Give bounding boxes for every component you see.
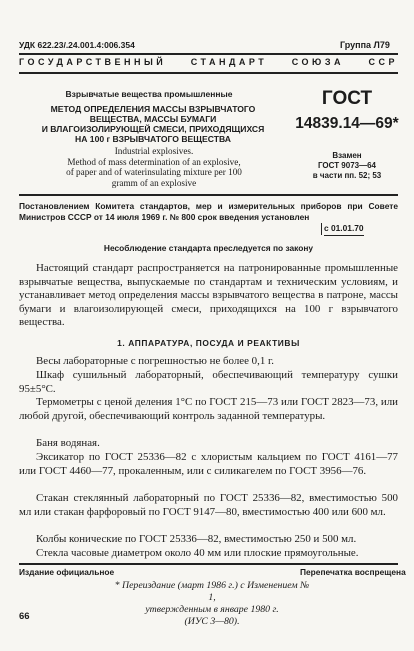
title-ru-line: ВЕЩЕСТВА, МАССЫ БУМАГИ (89, 114, 217, 124)
reprint-notice: Перепечатка воспрещена (300, 567, 406, 577)
udk-code: УДК 622.23/.24.001.4:006.354 (19, 40, 135, 50)
footnote (112, 580, 312, 628)
item-thermometers: Термометры с ценой деления 1°С по ГОСТ 215—73 или ГОСТ 2823—73, или любой другой, обеспечивающий контроль заданной температуры. (19, 396, 398, 422)
title-en-line: of paper and of waterinsulating mixture per 100 (66, 167, 242, 177)
state-standard-banner: ГОСУДАРСТВЕННЫЙ СТАНДАРТ СОЮЗА ССР (19, 57, 398, 67)
item-watch-glasses: Стекла часовые диаметром около 40 мм или плоские прямоугольные. (36, 547, 359, 559)
title-bottom-rule (19, 194, 398, 196)
banner-rule (19, 72, 398, 74)
title-english (49, 146, 259, 188)
footnote-line: утвержденным в январе 1980 г. (145, 604, 279, 615)
item-water-bath: Баня водяная. (36, 437, 100, 449)
item-drying-oven: Шкаф сушильный лабораторный, обеспечивающий температуру сушки 95±5°С. (19, 369, 398, 395)
title-en-line: Method of mass determination of an explosive, (67, 156, 241, 167)
title-en-line: Industrial explosives. (114, 146, 194, 156)
title-russian (22, 104, 284, 144)
effective-date-bracket (321, 223, 322, 235)
footer-rule (19, 563, 398, 565)
group-code: Группа Л79 (340, 40, 390, 50)
effective-date: с 01.01.70 (324, 223, 364, 236)
section-heading: 1. АППАРАТУРА, ПОСУДА И РЕАКТИВЫ (117, 338, 300, 348)
page-number: 66 (19, 611, 30, 622)
footnote-line: * Переиздание (март 1986 г.) с Изменением № 1, (114, 580, 310, 603)
resolution-text: Постановлением Комитета стандартов, мер и измерительных приборов при Совете Министров СССР от 14 июля 1969 г. № 800 срок введения установлен (19, 201, 398, 222)
item-scales: Весы лабораторные с погрешностью не более 0,1 г. (36, 355, 274, 367)
title-ru-line: И ВЛАГОИЗОЛИРУЮЩЕЙ СМЕСИ, ПРИХОДЯЩИХСЯ (41, 124, 265, 134)
intro-paragraph: Настоящий стандарт распространяется на патронированные промышленные взрывчатые вещества, выпускаемые по стандартам и техническим условиям, и устанавливает метод определения массы взрывчатого вещества в патроне, массы бумаги и влагоизолирующей смеси, приходящихся на 100 г взрывчатого вещества. (19, 262, 398, 329)
gost-number: 14839.14—69* (295, 115, 399, 132)
penalty-notice: Несоблюдение стандарта преследуется по закону (103, 243, 314, 253)
title-ru-line: НА 100 г ВЗРЫВЧАТОГО ВЕЩЕСТВА (74, 134, 231, 144)
replaces-label: Взамен (332, 151, 362, 160)
official-edition: Издание официальное (19, 567, 115, 577)
item-flasks: Колбы конические по ГОСТ 25336—82, вместимостью 250 и 500 мл. (36, 533, 357, 545)
item-beaker: Стакан стеклянный лабораторный по ГОСТ 25336—82, вместимостью 500 мл или стакан фарфоровый по ГОСТ 9147—80, вместимостью 400 или 600 мл. (19, 492, 398, 518)
footnote-line: (ИУС 3—80). (184, 616, 240, 627)
standard-topic: Взрывчатые вещества промышленные (65, 89, 233, 99)
title-ru-line: МЕТОД ОПРЕДЕЛЕНИЯ МАССЫ ВЗРЫВЧАТОГО (50, 104, 256, 114)
replaces-part: в части пп. 52; 53 (312, 171, 382, 180)
title-en-line: gramm of an explosive (111, 177, 197, 188)
replaces-block (289, 151, 405, 181)
top-rule (19, 53, 398, 55)
gost-label: ГОСТ (321, 88, 373, 109)
replaces-value: ГОСТ 9073—64 (317, 161, 377, 170)
item-desiccator: Эксикатор по ГОСТ 25336—82 с хлористым кальцием по ГОСТ 4161—77 или ГОСТ 4460—77, прокаленным, или с силикагелем по ГОСТ 3956—76. (19, 451, 398, 477)
